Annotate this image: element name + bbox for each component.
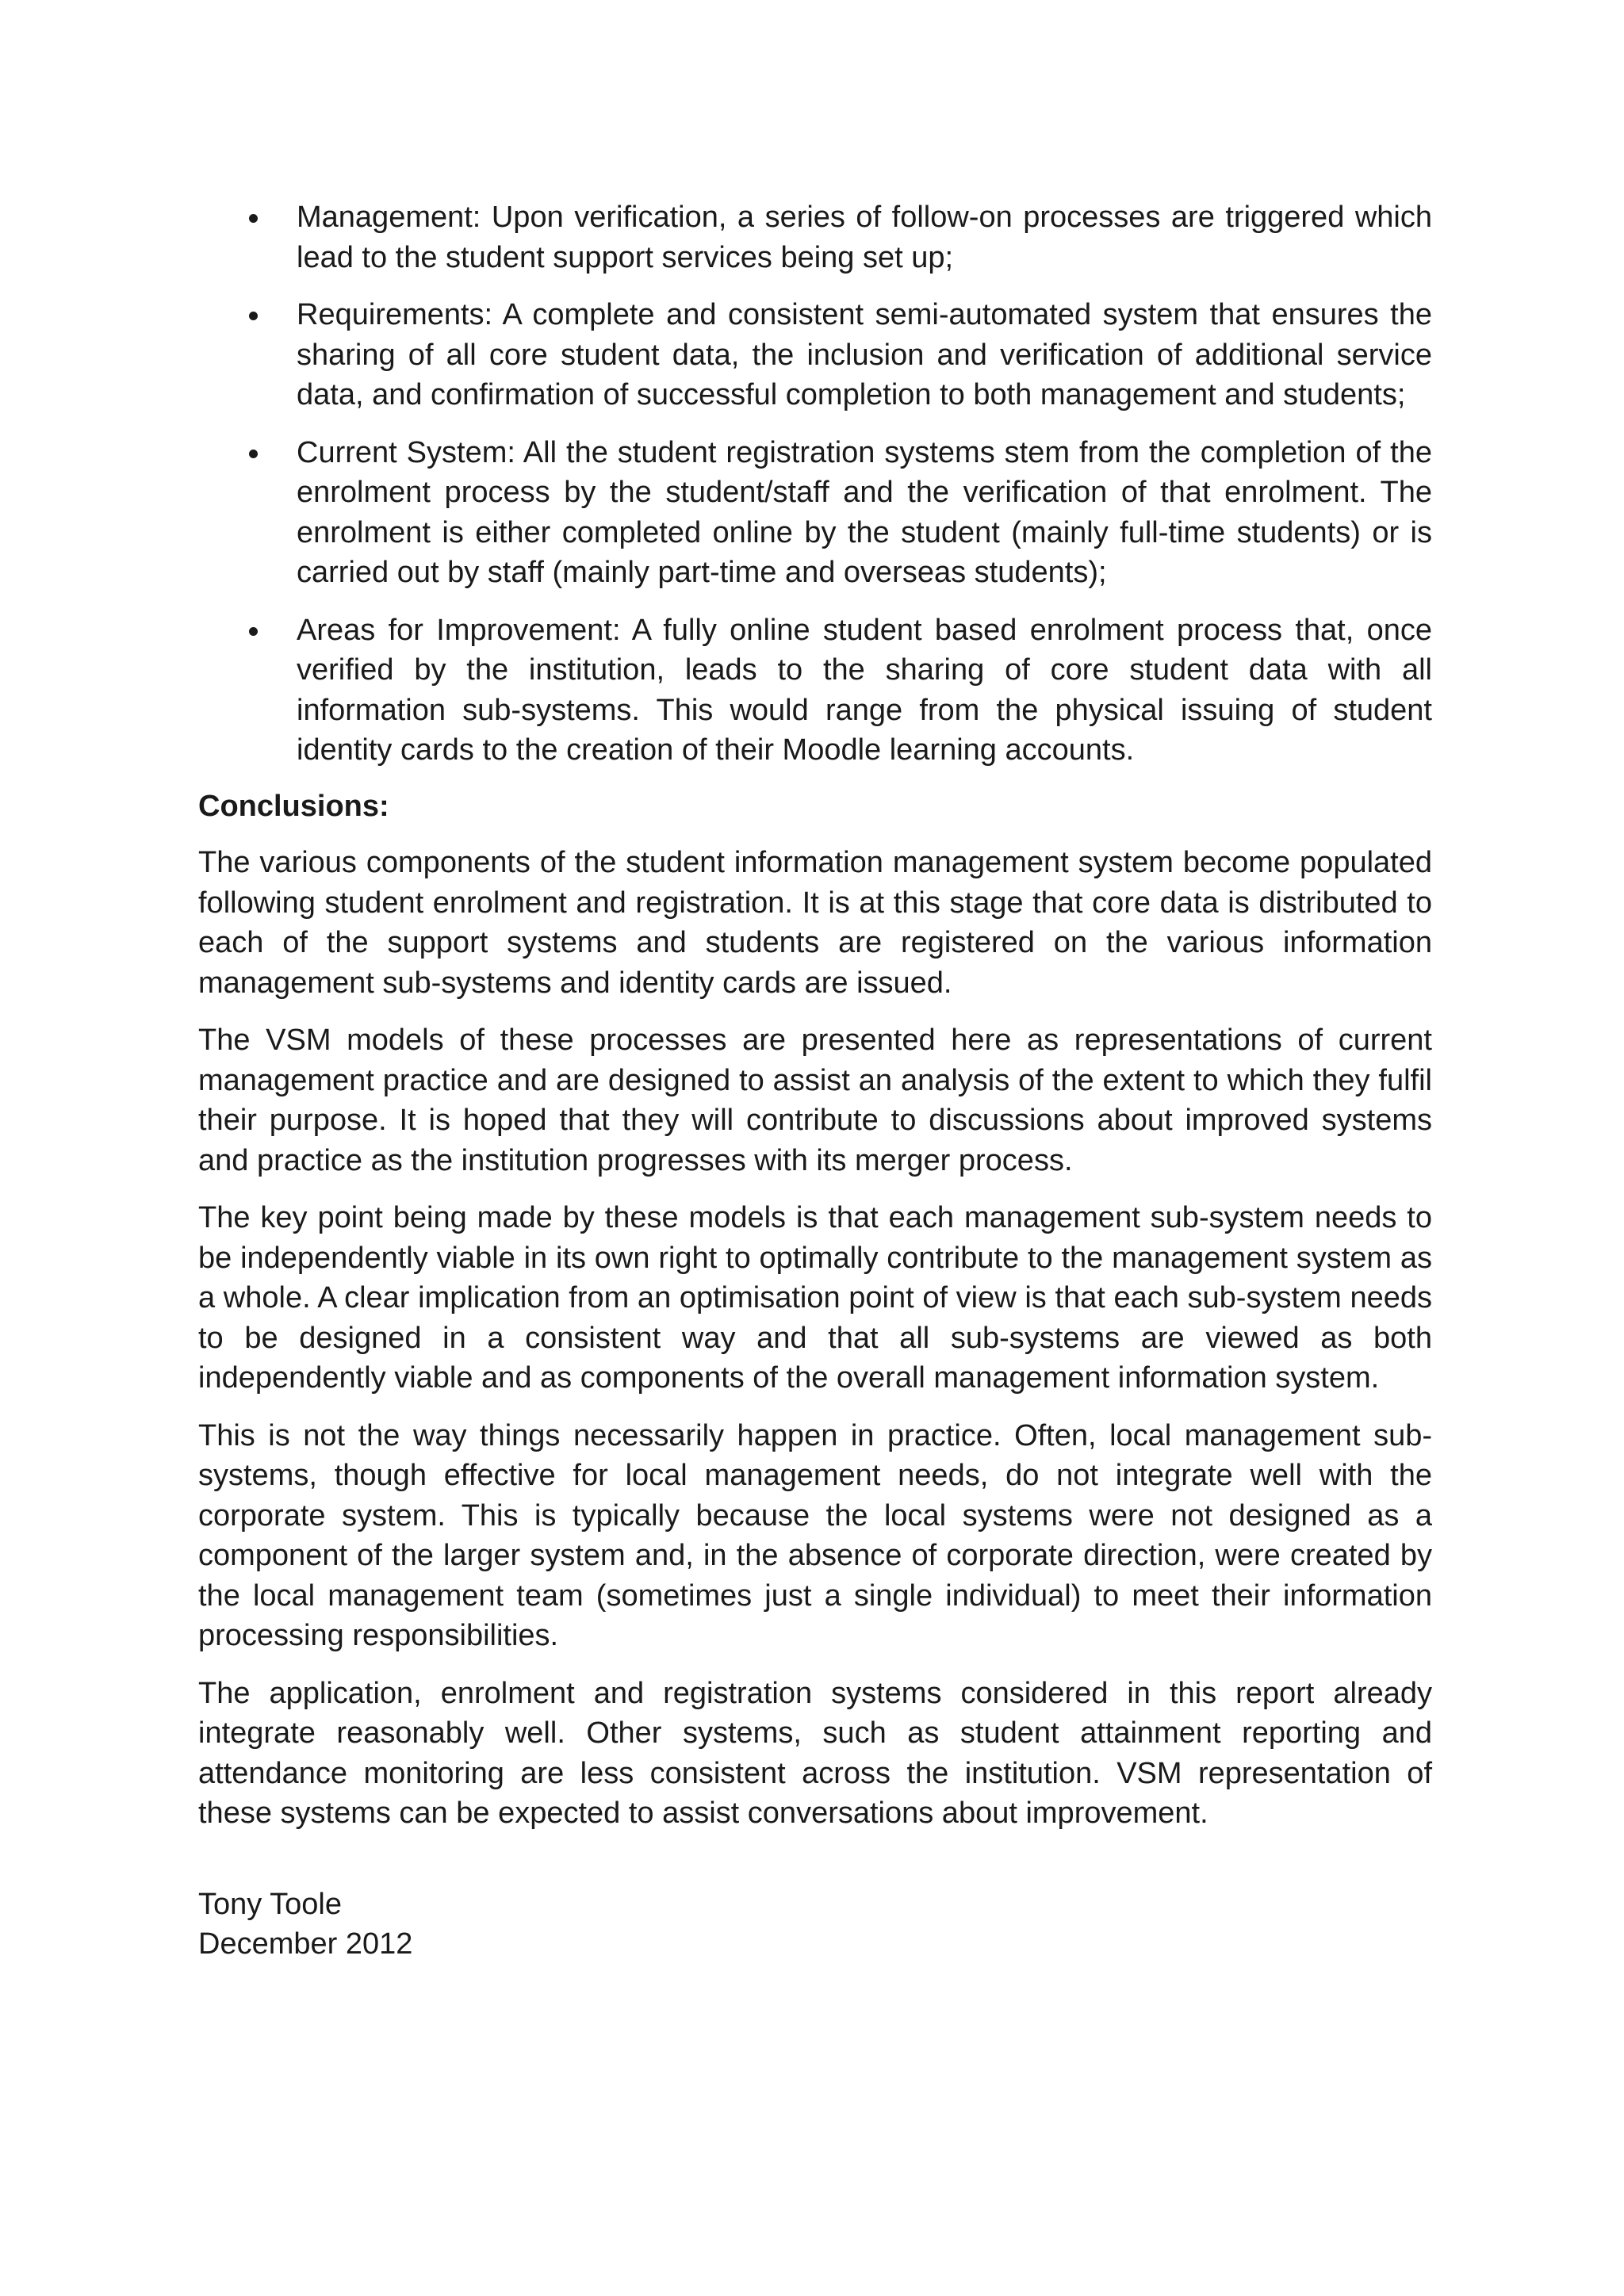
bullet-text: Requirements: A complete and consistent semi-automated system that ensures the sharing of all core student data, the inclusion and verification of additional service data, and confirmation of successful completion to both management and students; <box>297 298 1432 411</box>
signature-date: December 2012 <box>198 1927 413 1961</box>
bullet-list <box>198 197 1432 771</box>
bullet-item-requirements <box>198 295 1432 415</box>
signature-block <box>198 1885 1432 1965</box>
page-content <box>198 197 1432 1965</box>
paragraph: The application, enrolment and registration systems considered in this report already integrate reasonably well. Other systems, such as student attainment reporting and attendance monitoring are less consistent across the institution. VSM representation of these systems can be expected to assist conversations about improvement. <box>198 1676 1432 1830</box>
paragraph: The VSM models of these processes are presented here as representations of current management practice and are designed to assist an analysis of the extent to which they fulfil their purpose. It is hoped that they will contribute to discussions about improved systems and practice as the institution progresses with its merger process. <box>198 1024 1432 1177</box>
bullet-dot-icon <box>249 214 258 223</box>
bullet-dot-icon <box>249 627 258 636</box>
bullet-item-current-system <box>198 433 1432 593</box>
bullet-dot-icon <box>249 312 258 320</box>
bullet-text: Management: Upon verification, a series of follow-on processes are triggered which lead to the student support services being set up; <box>297 201 1432 274</box>
bullet-item-management <box>198 197 1432 277</box>
paragraph: The key point being made by these models is that each management sub-system needs to be independently viable in its own right to optimally contribute to the management system as a whole. A clear implication from an optimisation point of view is that each sub-system needs to be designed in a consistent way and that all sub-systems are viewed as both independently viable and as components of the overall management information system. <box>198 1201 1432 1395</box>
bullet-dot-icon <box>249 450 258 458</box>
bullet-text: Areas for Improvement: A fully online student based enrolment process that, once verified by the institution, leads to the sharing of core student data with all information sub-systems. This would range from the physical issuing of student identity cards to the creation of their Moodle learning accounts. <box>297 613 1432 767</box>
bullet-item-areas-for-improvement <box>198 610 1432 771</box>
author-name: Tony Toole <box>198 1887 342 1921</box>
paragraph: This is not the way things necessarily happen in practice. Often, local management sub-systems, though effective for local management needs, do not integrate well with the corporate system. This is typically because the local systems were not designed as a component of the larger system and, in the absence of corporate direction, were created by the local management team (sometimes just a single individual) to meet their information processing responsibilities. <box>198 1418 1432 1652</box>
conclusions-heading: Conclusions: <box>198 789 389 823</box>
paragraph: The various components of the student information management system become populated following student enrolment and registration. It is at this stage that core data is distributed to each of the support systems and students are registered on the various information management sub-systems and identity cards are issued. <box>198 846 1432 1000</box>
bullet-text: Current System: All the student registration systems stem from the completion of the enrolment process by the student/staff and the verification of that enrolment. The enrolment is either completed online by the student (mainly full-time students) or is carried out by staff (mainly part-time and overseas students); <box>297 435 1432 589</box>
